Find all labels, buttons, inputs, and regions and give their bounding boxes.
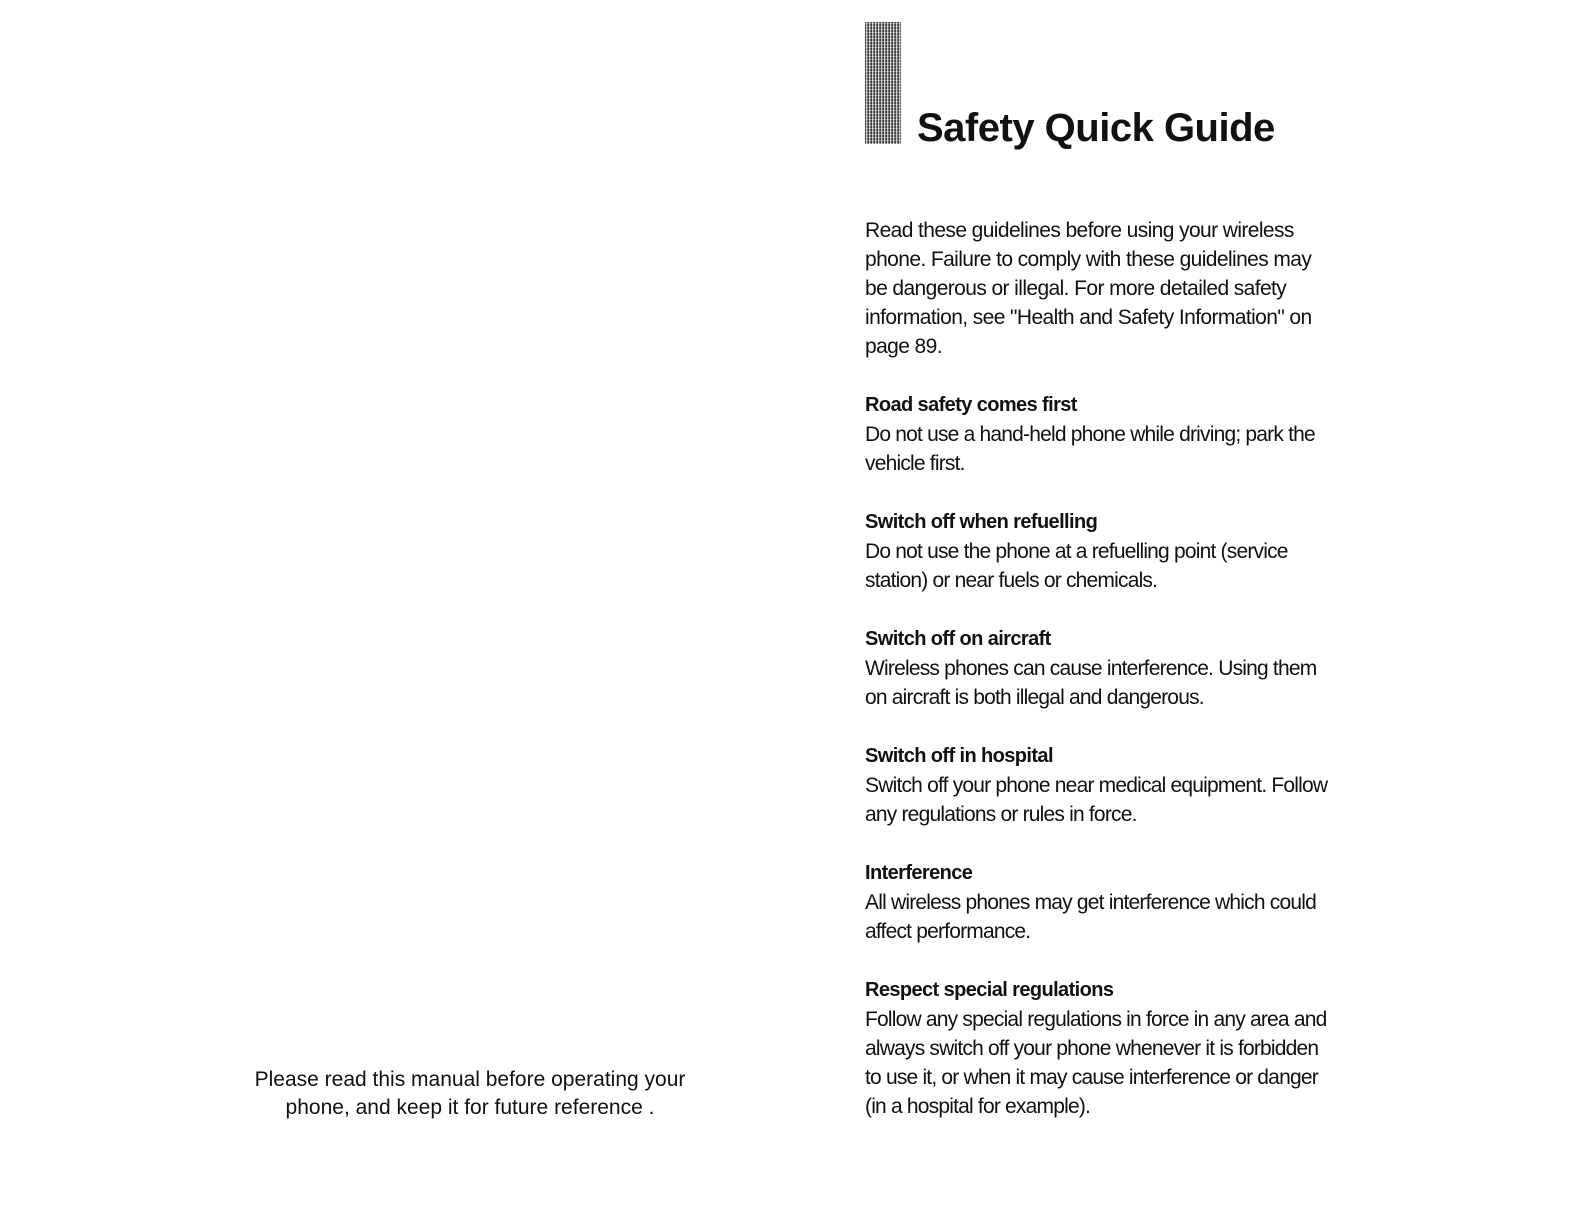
section-body: Follow any special regulations in force in any area and always switch off your phone whenever it is forbidden to use it, or when it may cause interference or danger (in a hospital for example). [865, 1008, 1327, 1118]
section-hospital [865, 742, 1335, 829]
section-heading: Respect special regulations [865, 979, 1114, 1001]
section-body: Do not use the phone at a refuelling point (service station) or near fuels or chemicals. [865, 540, 1288, 592]
title-decoration-bar [865, 22, 901, 144]
section-heading: Interference [865, 862, 973, 884]
section-body: Switch off your phone near medical equipment. Follow any regulations or rules in force. [865, 774, 1328, 826]
section-heading: Switch off when refuelling [865, 511, 1098, 533]
section-refuelling [865, 508, 1335, 595]
section-heading: Road safety comes first [865, 394, 1077, 416]
intro-paragraph: Read these guidelines before using your wireless phone. Failure to comply with these guidelines may be dangerous or illegal. For more detailed safety information, see "Health and Safety Information" on page 89. [865, 219, 1312, 358]
section-heading: Switch off on aircraft [865, 628, 1051, 650]
manual-reminder-note [200, 1066, 740, 1122]
manual-reminder-line-2: phone, and keep it for future reference . [285, 1096, 655, 1119]
section-body: Wireless phones can cause interference. Using them on aircraft is both illegal and dangerous. [865, 657, 1317, 709]
section-interference [865, 859, 1335, 946]
title-row [865, 22, 1385, 152]
section-special-regulations [865, 976, 1335, 1121]
manual-reminder-line-1: Please read this manual before operating your [254, 1068, 686, 1091]
section-body: All wireless phones may get interference which could affect performance. [865, 891, 1316, 943]
section-aircraft [865, 625, 1335, 712]
page-title: Safety Quick Guide [917, 106, 1275, 150]
safety-guide-page [865, 22, 1385, 1121]
section-body: Do not use a hand-held phone while driving; park the vehicle first. [865, 423, 1315, 475]
section-road-safety [865, 391, 1335, 478]
section-heading: Switch off in hospital [865, 745, 1053, 767]
